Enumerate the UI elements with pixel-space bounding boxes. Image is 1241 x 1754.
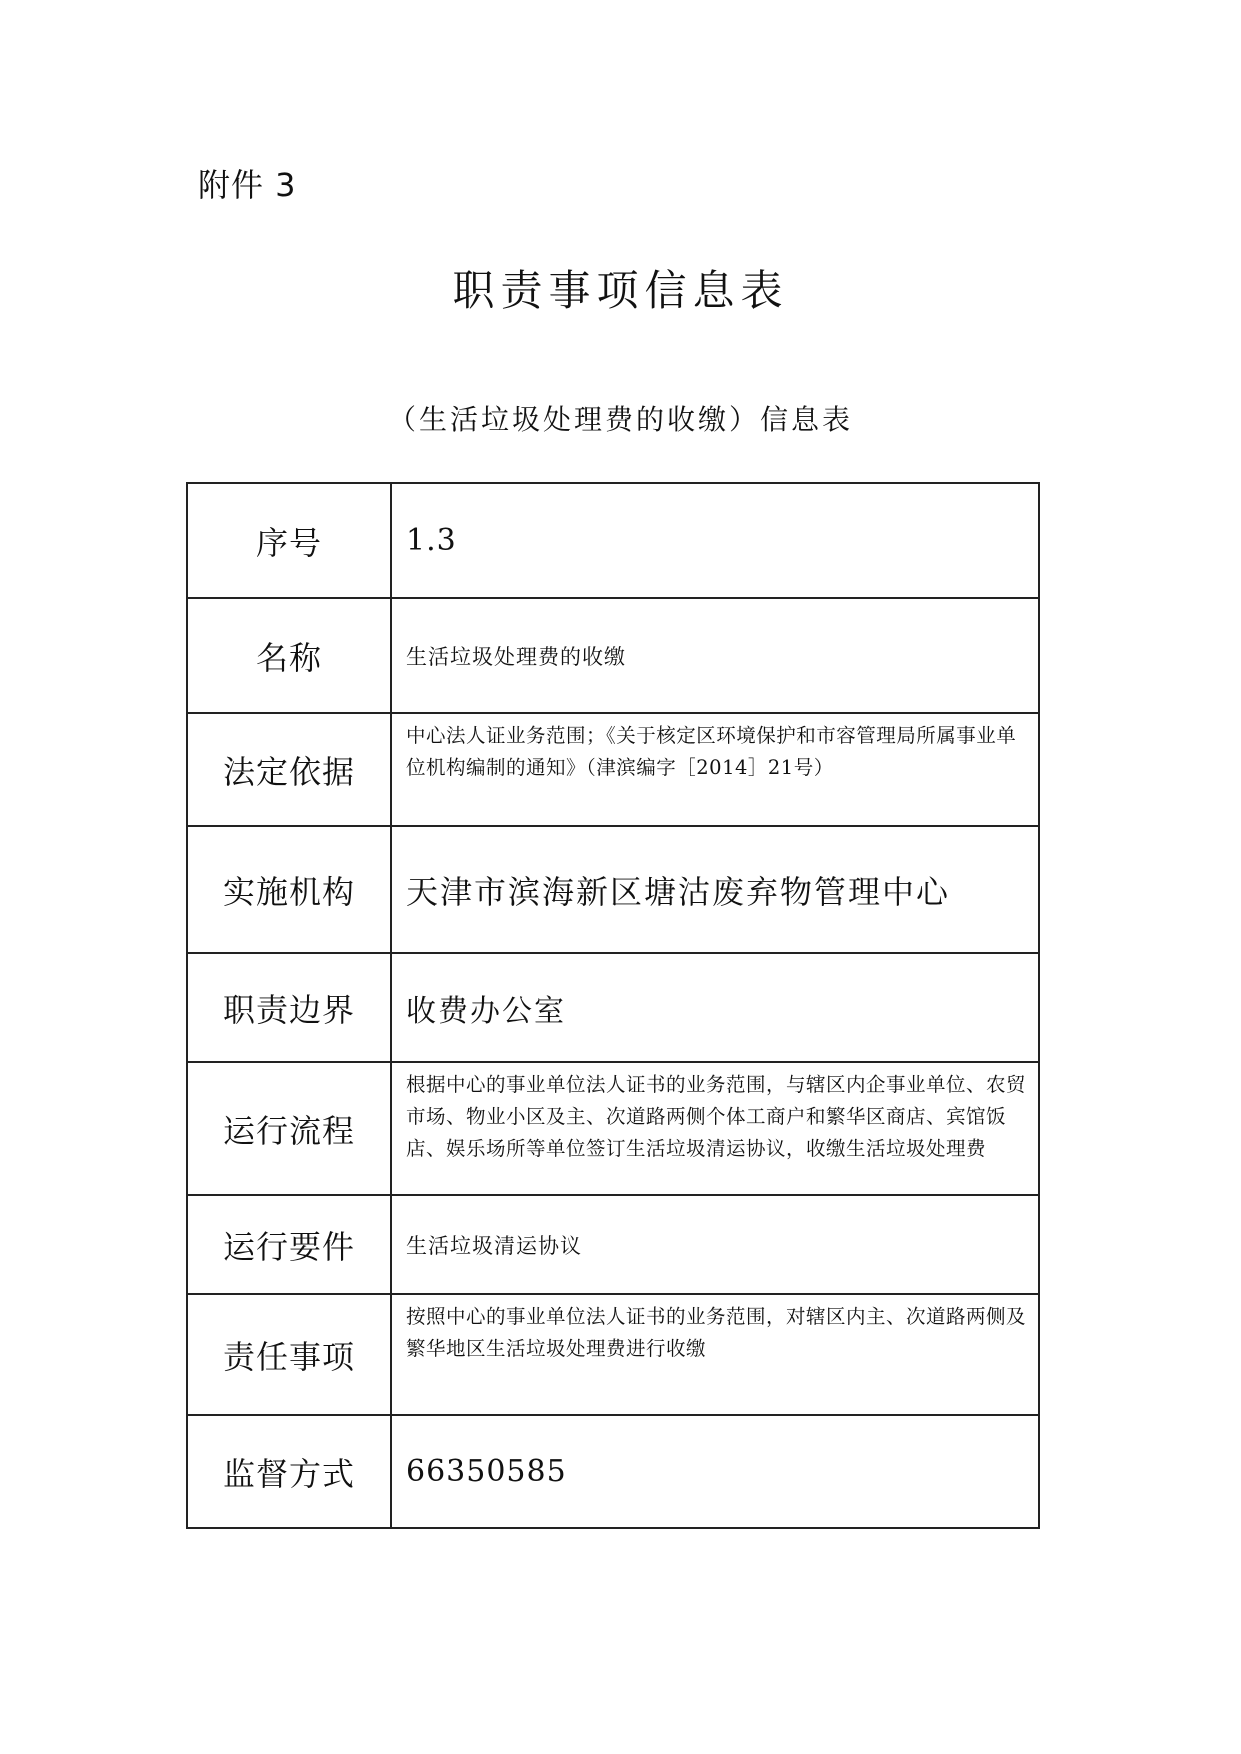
table-subtitle: （生活垃圾处理费的收缴）信息表 (387, 403, 853, 436)
row-value-responsibility: 按照中心的事业单位法人证书的业务范围，对辖区内主、次道路两侧及繁华地区生活垃圾处理费进行收缴 (391, 1294, 1039, 1415)
row-label-supervision: 监督方式 (187, 1415, 391, 1528)
row-label-boundary: 职责边界 (187, 953, 391, 1062)
table-row (187, 598, 1039, 713)
row-value-requirements: 生活垃圾清运协议 (391, 1195, 1039, 1294)
info-table (186, 482, 1040, 1529)
row-label-process: 运行流程 (187, 1062, 391, 1195)
row-label-requirements: 运行要件 (187, 1195, 391, 1294)
row-value-serial: 1.3 (391, 483, 1039, 598)
table-row (187, 1294, 1039, 1415)
document-title: 职责事项信息表 (452, 266, 789, 315)
row-label-legal-basis: 法定依据 (187, 713, 391, 826)
row-label-agency: 实施机构 (187, 826, 391, 953)
row-value-legal-basis: 中心法人证业务范围；《关于核定区环境保护和市容管理局所属事业单位机构编制的通知》（津滨编字［2014］21号） (391, 713, 1039, 826)
table-row (187, 953, 1039, 1062)
row-label-serial: 序号 (187, 483, 391, 598)
attachment-label: 附件 3 (198, 166, 297, 204)
row-value-name: 生活垃圾处理费的收缴 (391, 598, 1039, 713)
table-row (187, 1062, 1039, 1195)
row-value-process: 根据中心的事业单位法人证书的业务范围，与辖区内企事业单位、农贸市场、物业小区及主、次道路两侧个体工商户和繁华区商店、宾馆饭店、娱乐场所等单位签订生活垃圾清运协议，收缴生活垃圾处理费 (391, 1062, 1039, 1195)
row-label-responsibility: 责任事项 (187, 1294, 391, 1415)
table-row (187, 483, 1039, 598)
table-row (187, 713, 1039, 826)
table-row (187, 1415, 1039, 1528)
table-row (187, 1195, 1039, 1294)
row-label-name: 名称 (187, 598, 391, 713)
row-value-boundary: 收费办公室 (391, 953, 1039, 1062)
row-value-supervision: 66350585 (391, 1415, 1039, 1528)
row-value-agency: 天津市滨海新区塘沽废弃物管理中心 (391, 826, 1039, 953)
table-row (187, 826, 1039, 953)
